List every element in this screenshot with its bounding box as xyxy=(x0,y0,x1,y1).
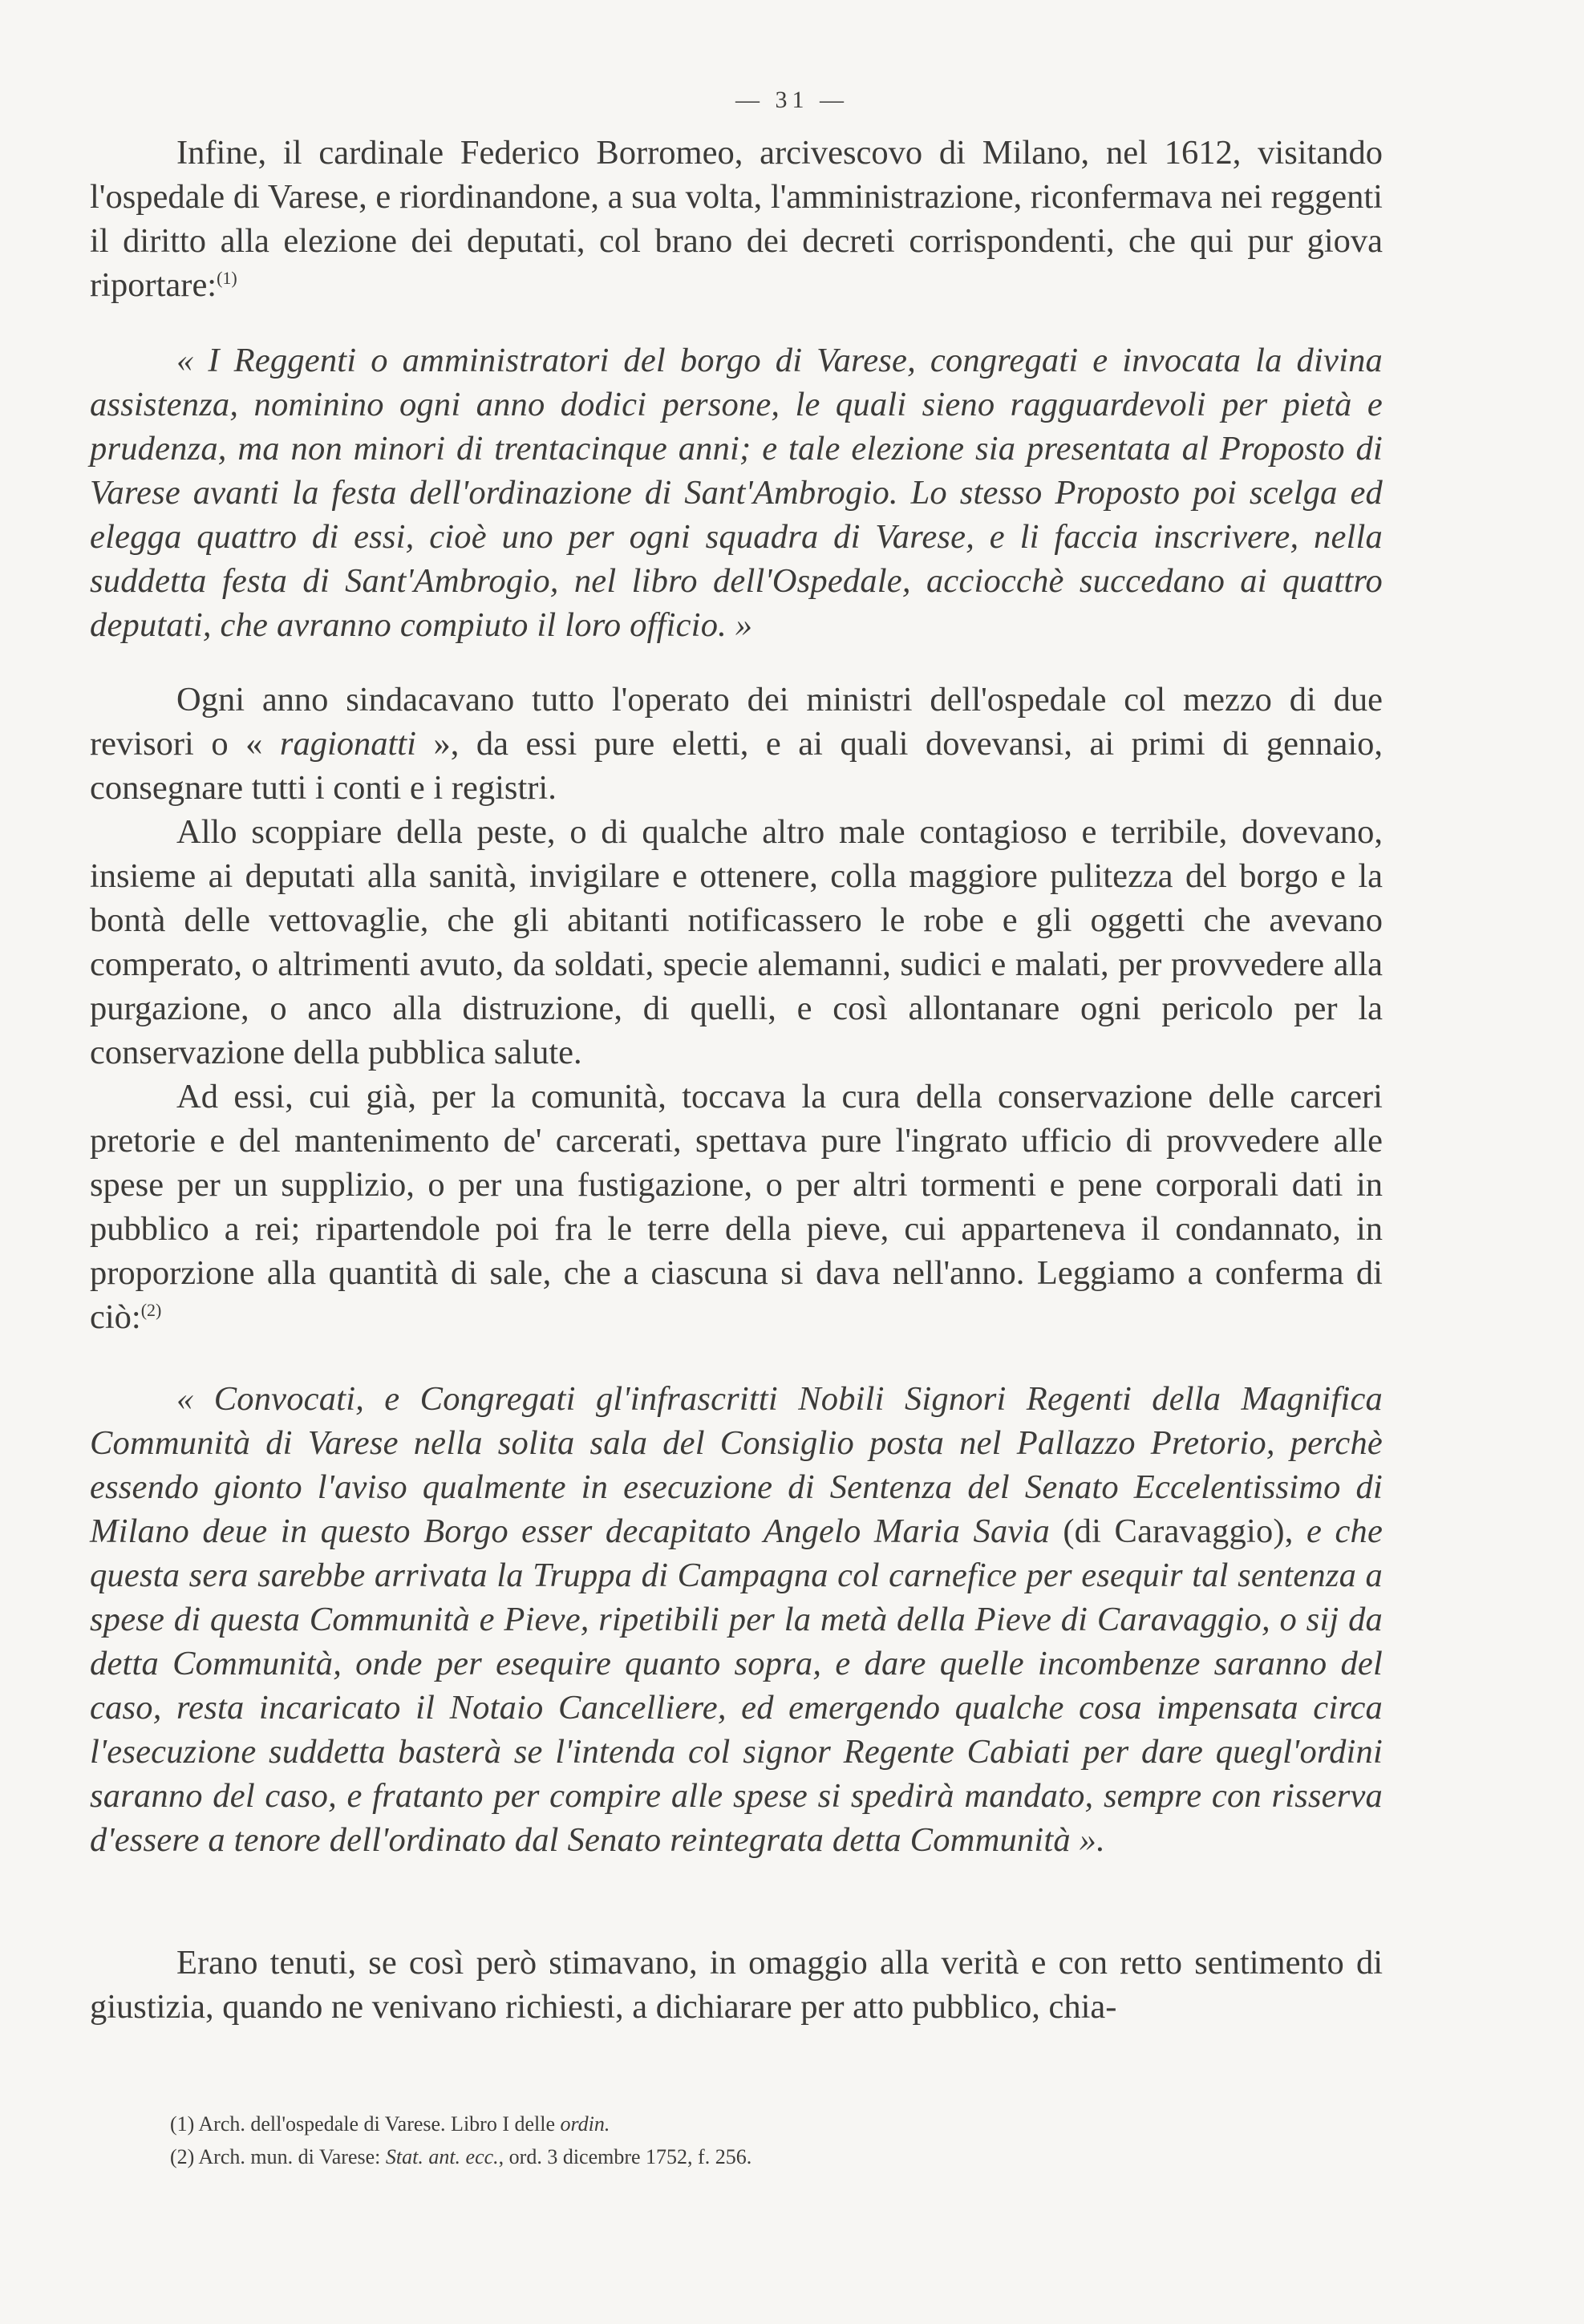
main-text-section-1 xyxy=(90,131,1383,307)
italic-term-ragionatti: ragionatti xyxy=(279,725,416,763)
footnote-ref-2: (2) xyxy=(140,1299,162,1320)
footnotes xyxy=(170,2107,1373,2173)
paragraph-erano-tenuti: Erano tenuti, se così però stimavano, in omaggio alla verità e con retto sentimento di giustizia, quando ne venivano richiesti, a dichiarare per atto pubblico, chia- xyxy=(90,1944,1383,2026)
quote-convocati xyxy=(90,1377,1383,1862)
footnote-1 xyxy=(170,2107,1373,2140)
quote-text: « I Reggenti o amministratori del borgo di Varese, congregati e invocata la divina assistenza, nominino ogni anno dodici persone, le quali sieno ragguardevoli per pietà e prudenza, ma non minori di trentacinque anni; e tale elezione sia presentata al Proposto di Varese avanti la festa dell'ordinazione di Sant'Ambrogio. Lo stesso Proposto poi scelga ed elegga quattro di essi, cioè uno per ogni squadra di Varese, e li faccia inscrivere, nella suddetta festa di Sant'Ambrogio, nel libro dell'Ospedale, acciocchè succedano ai quattro deputati, che avranno compiuto il loro officio. » xyxy=(90,342,1383,644)
footnote-italic: Stat. ant. ecc. xyxy=(385,2145,499,2168)
paragraph-revisori xyxy=(90,678,1383,810)
footnote-text: , ord. 3 dicembre 1752, f. 256. xyxy=(498,2145,752,2168)
quote-decree-1612 xyxy=(90,338,1383,647)
paragraph-text: Ogni anno sindacavano tutto l'operato dei ministri dell'ospedale col mezzo di due revisori o « xyxy=(90,681,1383,763)
paragraph-text: Ad essi, cui già, per la comunità, toccava la cura della conservazione delle carceri pretorie e del mantenimento de' carcerati, spettava pure l'ingrato ufficio di provvedere alle spese per un supplizio, o per una fustigazione, o per altri tormenti e pene corporali dati in pubblico a rei; ripartendole poi fra le terre della pieve, cui apparteneva il condannato, in proporzione alla quantità di sale, che a ciascuna si dava nell'anno. Leggiamo a conferma di ciò: xyxy=(90,1078,1383,1336)
paragraph-peste: Allo scoppiare della peste, o di qualche altro male contagioso e terribile, dovevano, insieme ai deputati alla sanità, invigilare e ottenere, colla maggiore pulitezza del borgo e la bontà delle vettovaglie, che gli abitanti notificassero le robe e gli oggetti che avevano comperato, o altrimenti avuto, da soldati, specie alemanni, sudici e malati, per provvedere alla purgazione, o anco alla distruzione, di quelli, e così allontanare ogni pericolo per la conservazione della pubblica salute. xyxy=(90,813,1383,1071)
main-text-section-3 xyxy=(90,1941,1383,2029)
footnote-2 xyxy=(170,2140,1373,2173)
footnote-ref-1: (1) xyxy=(217,267,237,288)
footnote-marker: (2) xyxy=(170,2145,195,2168)
paragraph-text: Infine, il cardinale Federico Borromeo, arcivescovo di Milano, nel 1612, visitando l'ospedale di Varese, e riordinandone, a sua volta, l'amministrazione, riconfermava nei reggenti il diritto alla elezione dei deputati, col brano dei decreti corrispondenti, che qui pur giova riportare: xyxy=(90,134,1383,304)
paragraph-federico-borromeo xyxy=(90,131,1383,307)
footnote-italic: ordin. xyxy=(560,2112,610,2136)
roman-insert: (di Caravaggio), xyxy=(1063,1512,1294,1550)
page-number: — 31 — xyxy=(735,87,849,113)
main-text-section-2 xyxy=(90,678,1383,1339)
paragraph-carceri xyxy=(90,1075,1383,1339)
quote-text xyxy=(90,1377,1383,1862)
footnote-marker: (1) xyxy=(170,2112,195,2136)
paragraph-text: », da essi pure eletti, e ai quali dovevansi, ai primi di gennaio, consegnare tutti i conti e i registri. xyxy=(90,725,1383,807)
quote-text-part: e che questa sera sarebbe arrivata la Truppa di Campagna col carnefice per esequir tal sentenza a spese di questa Communità e Pieve, ripetibili per la metà della Pieve di Caravaggio, o sij da detta Communità, onde per esequire quanto sopra, e dare quelle incombenze saranno del caso, resta incaricato il Notaio Cancelliere, ed emergendo qualche cosa impensata circa l'esecuzione suddetta basterà se l'intenda col signor Regente Cabiati per dare quegl'ordini saranno del caso, e fratanto per compire alle spese si spedirà mandato, sempre con risserva d'essere a tenore dell'ordinato dal Senato reintegrata detta Communità ». xyxy=(90,1512,1383,1859)
footnote-text: Arch. dell'ospedale di Varese. Libro I delle xyxy=(198,2112,556,2136)
footnote-text: Arch. mun. di Varese: xyxy=(198,2145,381,2168)
quote-text-part: « Convocati, e Congregati gl'infrascritti Nobili Signori Regenti della Magnifica Communità di Varese nella solita sala del Consiglio posta nel Pallazzo Pretorio, perchè essendo gionto l'aviso qualmente in esecuzione di Sentenza del Senato Eccelentissimo di Milano deue in questo Borgo esser decapitato Angelo Maria Savia xyxy=(90,1380,1383,1550)
